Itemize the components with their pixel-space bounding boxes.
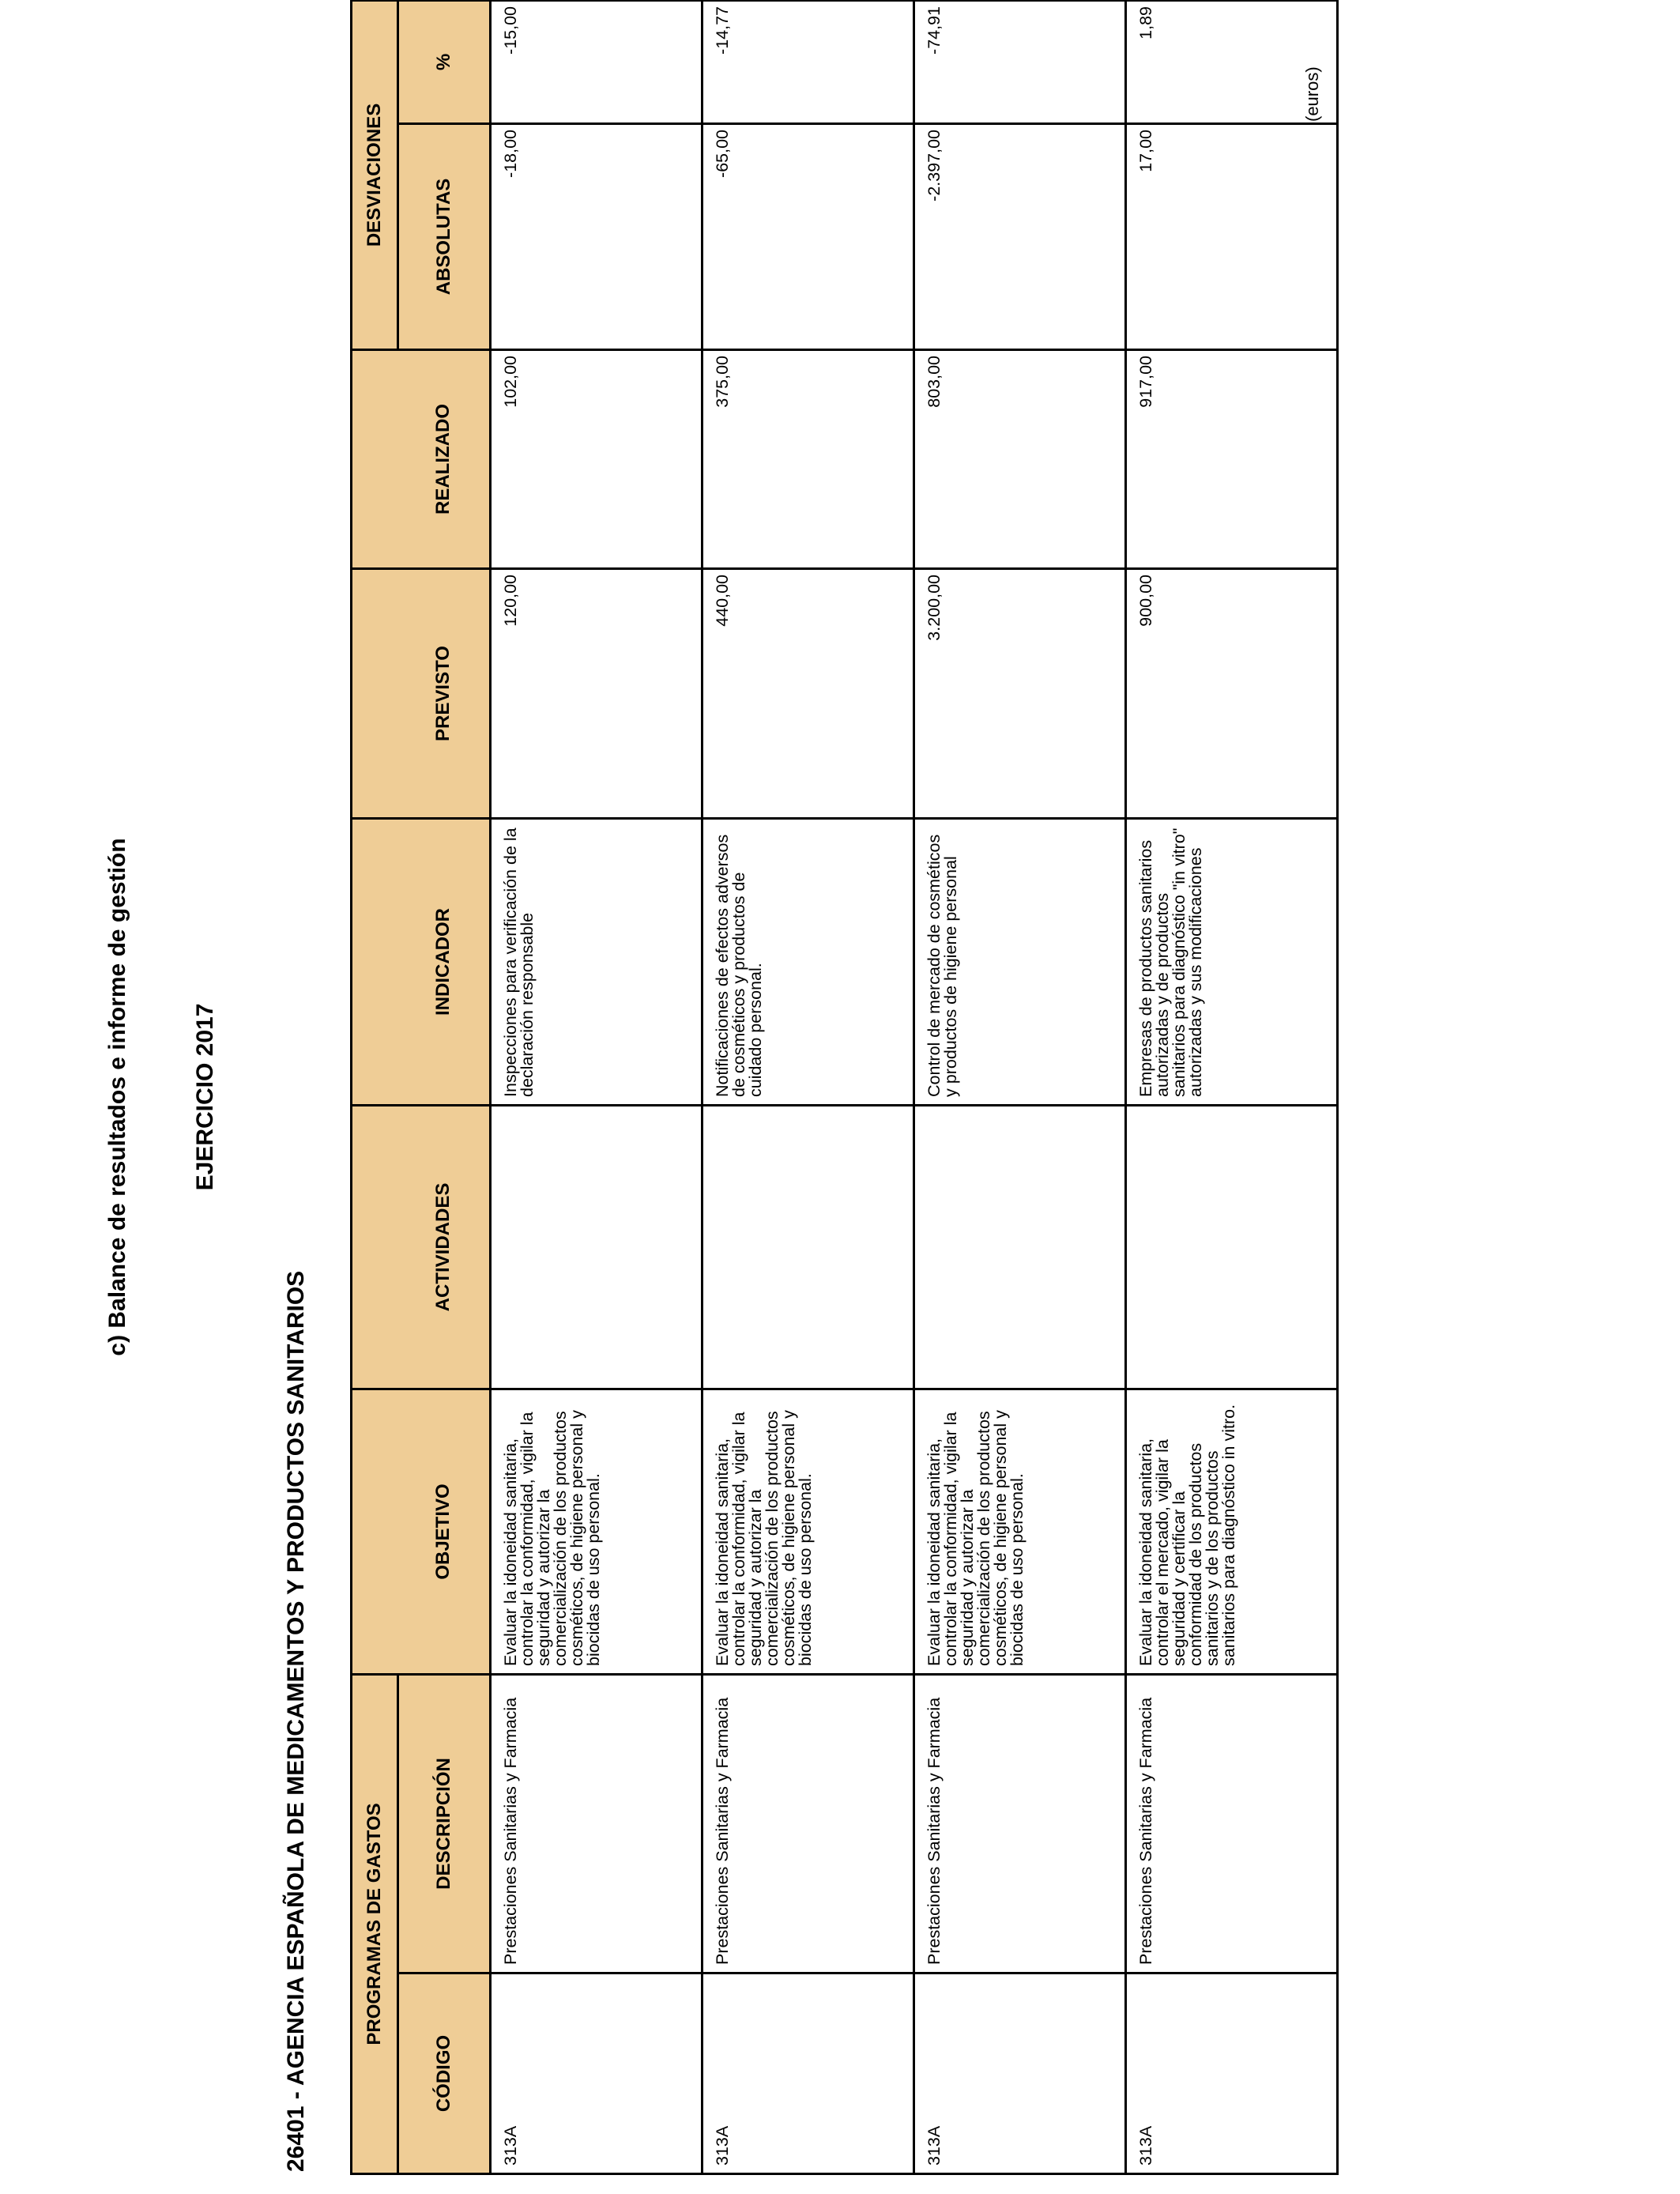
- cell-absolutas: -65,00: [703, 123, 914, 349]
- table-row: [491, 0, 703, 2173]
- cell-porcentaje: -14,77: [703, 0, 914, 123]
- table-row: [914, 0, 1126, 2173]
- cell-codigo: 313A: [491, 1973, 703, 2174]
- section-title: c) Balance de resultados e informe de gestión: [104, 838, 130, 1356]
- group-header-desviaciones: DESVIACIONES: [352, 0, 398, 349]
- cell-codigo: 313A: [1126, 1973, 1338, 2174]
- cell-previsto: 900,00: [1126, 568, 1338, 818]
- cell-porcentaje: 1,89: [1126, 0, 1338, 123]
- agency-title: 26401 - AGENCIA ESPAÑOLA DE MEDICAMENTOS Y PRODUCTOS SANITARIOS: [283, 1270, 309, 2172]
- cell-actividades: [1126, 1105, 1338, 1389]
- cell-indicador: Empresas de productos sanitarios autorizadas y de productos sanitarios para diagnóstico "in vitro" autorizadas y sus modificaciones: [1126, 818, 1338, 1105]
- results-table: [350, 0, 1339, 2175]
- currency-note: (euros): [1302, 66, 1322, 122]
- header-previsto: PREVISTO: [398, 568, 491, 818]
- header-objetivo: OBJETIVO: [398, 1389, 491, 1674]
- header-absolutas: ABSOLUTAS: [398, 123, 491, 349]
- cell-realizado: 375,00: [703, 349, 914, 568]
- cell-codigo: 313A: [914, 1973, 1126, 2174]
- cell-realizado: 102,00: [491, 349, 703, 568]
- cell-absolutas: -18,00: [491, 123, 703, 349]
- header-spacer: [352, 349, 398, 568]
- cell-indicador: Notificaciones de efectos adversos de cosméticos y productos de cuidado personal.: [703, 818, 914, 1105]
- header-spacer: [352, 1389, 398, 1674]
- cell-actividades: [703, 1105, 914, 1389]
- header-actividades: ACTIVIDADES: [398, 1105, 491, 1389]
- cell-indicador: Control de mercado de cosméticos y productos de higiene personal: [914, 818, 1126, 1105]
- cell-absolutas: -2.397,00: [914, 123, 1126, 349]
- cell-codigo: 313A: [703, 1973, 914, 2174]
- cell-objetivo: Evaluar la idoneidad sanitaria, controlar la conformidad, vigilar la seguridad y autorizar la comercialización de los productos cosméticos, de higiene personal y biocidas de uso personal.: [491, 1389, 703, 1674]
- cell-previsto: 3.200,00: [914, 568, 1126, 818]
- cell-realizado: 803,00: [914, 349, 1126, 568]
- cell-actividades: [914, 1105, 1126, 1389]
- cell-porcentaje: -15,00: [491, 0, 703, 123]
- cell-objetivo: Evaluar la idoneidad sanitaria, controlar el mercado, vigilar la seguridad y certificar la conformidad de los productos sanitarios y de los productos sanitarios para diagnóstico in vitro.: [1126, 1389, 1338, 1674]
- cell-previsto: 120,00: [491, 568, 703, 818]
- header-descripcion: DESCRIPCIÓN: [398, 1674, 491, 1973]
- header-codigo: CÓDIGO: [398, 1973, 491, 2174]
- cell-previsto: 440,00: [703, 568, 914, 818]
- cell-descripcion: Prestaciones Sanitarias y Farmacia: [914, 1674, 1126, 1973]
- cell-indicador: Inspecciones para verificación de la declaración responsable: [491, 818, 703, 1105]
- exercise-title: EJERCICIO 2017: [192, 1003, 218, 1191]
- header-indicador: INDICADOR: [398, 818, 491, 1105]
- cell-actividades: [491, 1105, 703, 1389]
- cell-realizado: 917,00: [1126, 349, 1338, 568]
- cell-descripcion: Prestaciones Sanitarias y Farmacia: [491, 1674, 703, 1973]
- cell-absolutas: 17,00: [1126, 123, 1338, 349]
- table-row: [703, 0, 914, 2173]
- group-header-row: [352, 0, 398, 2173]
- column-header-row: [398, 0, 491, 2173]
- header-spacer: [352, 1105, 398, 1389]
- group-header-programas: PROGRAMAS DE GASTOS: [352, 1674, 398, 2173]
- header-porcentaje: %: [398, 0, 491, 123]
- table-row: [1126, 0, 1338, 2173]
- cell-descripcion: Prestaciones Sanitarias y Farmacia: [1126, 1674, 1338, 1973]
- header-spacer: [352, 568, 398, 818]
- cell-porcentaje: -74,91: [914, 0, 1126, 123]
- cell-objetivo: Evaluar la idoneidad sanitaria, controlar la conformidad, vigilar la seguridad y autorizar la comercialización de los productos cosméticos, de higiene personal y biocidas de uso personal.: [703, 1389, 914, 1674]
- cell-descripcion: Prestaciones Sanitarias y Farmacia: [703, 1674, 914, 1973]
- header-spacer: [352, 818, 398, 1105]
- header-realizado: REALIZADO: [398, 349, 491, 568]
- cell-objetivo: Evaluar la idoneidad sanitaria, controlar la conformidad, vigilar la seguridad y autorizar la comercialización de los productos cosméticos, de higiene personal y biocidas de uso personal.: [914, 1389, 1126, 1674]
